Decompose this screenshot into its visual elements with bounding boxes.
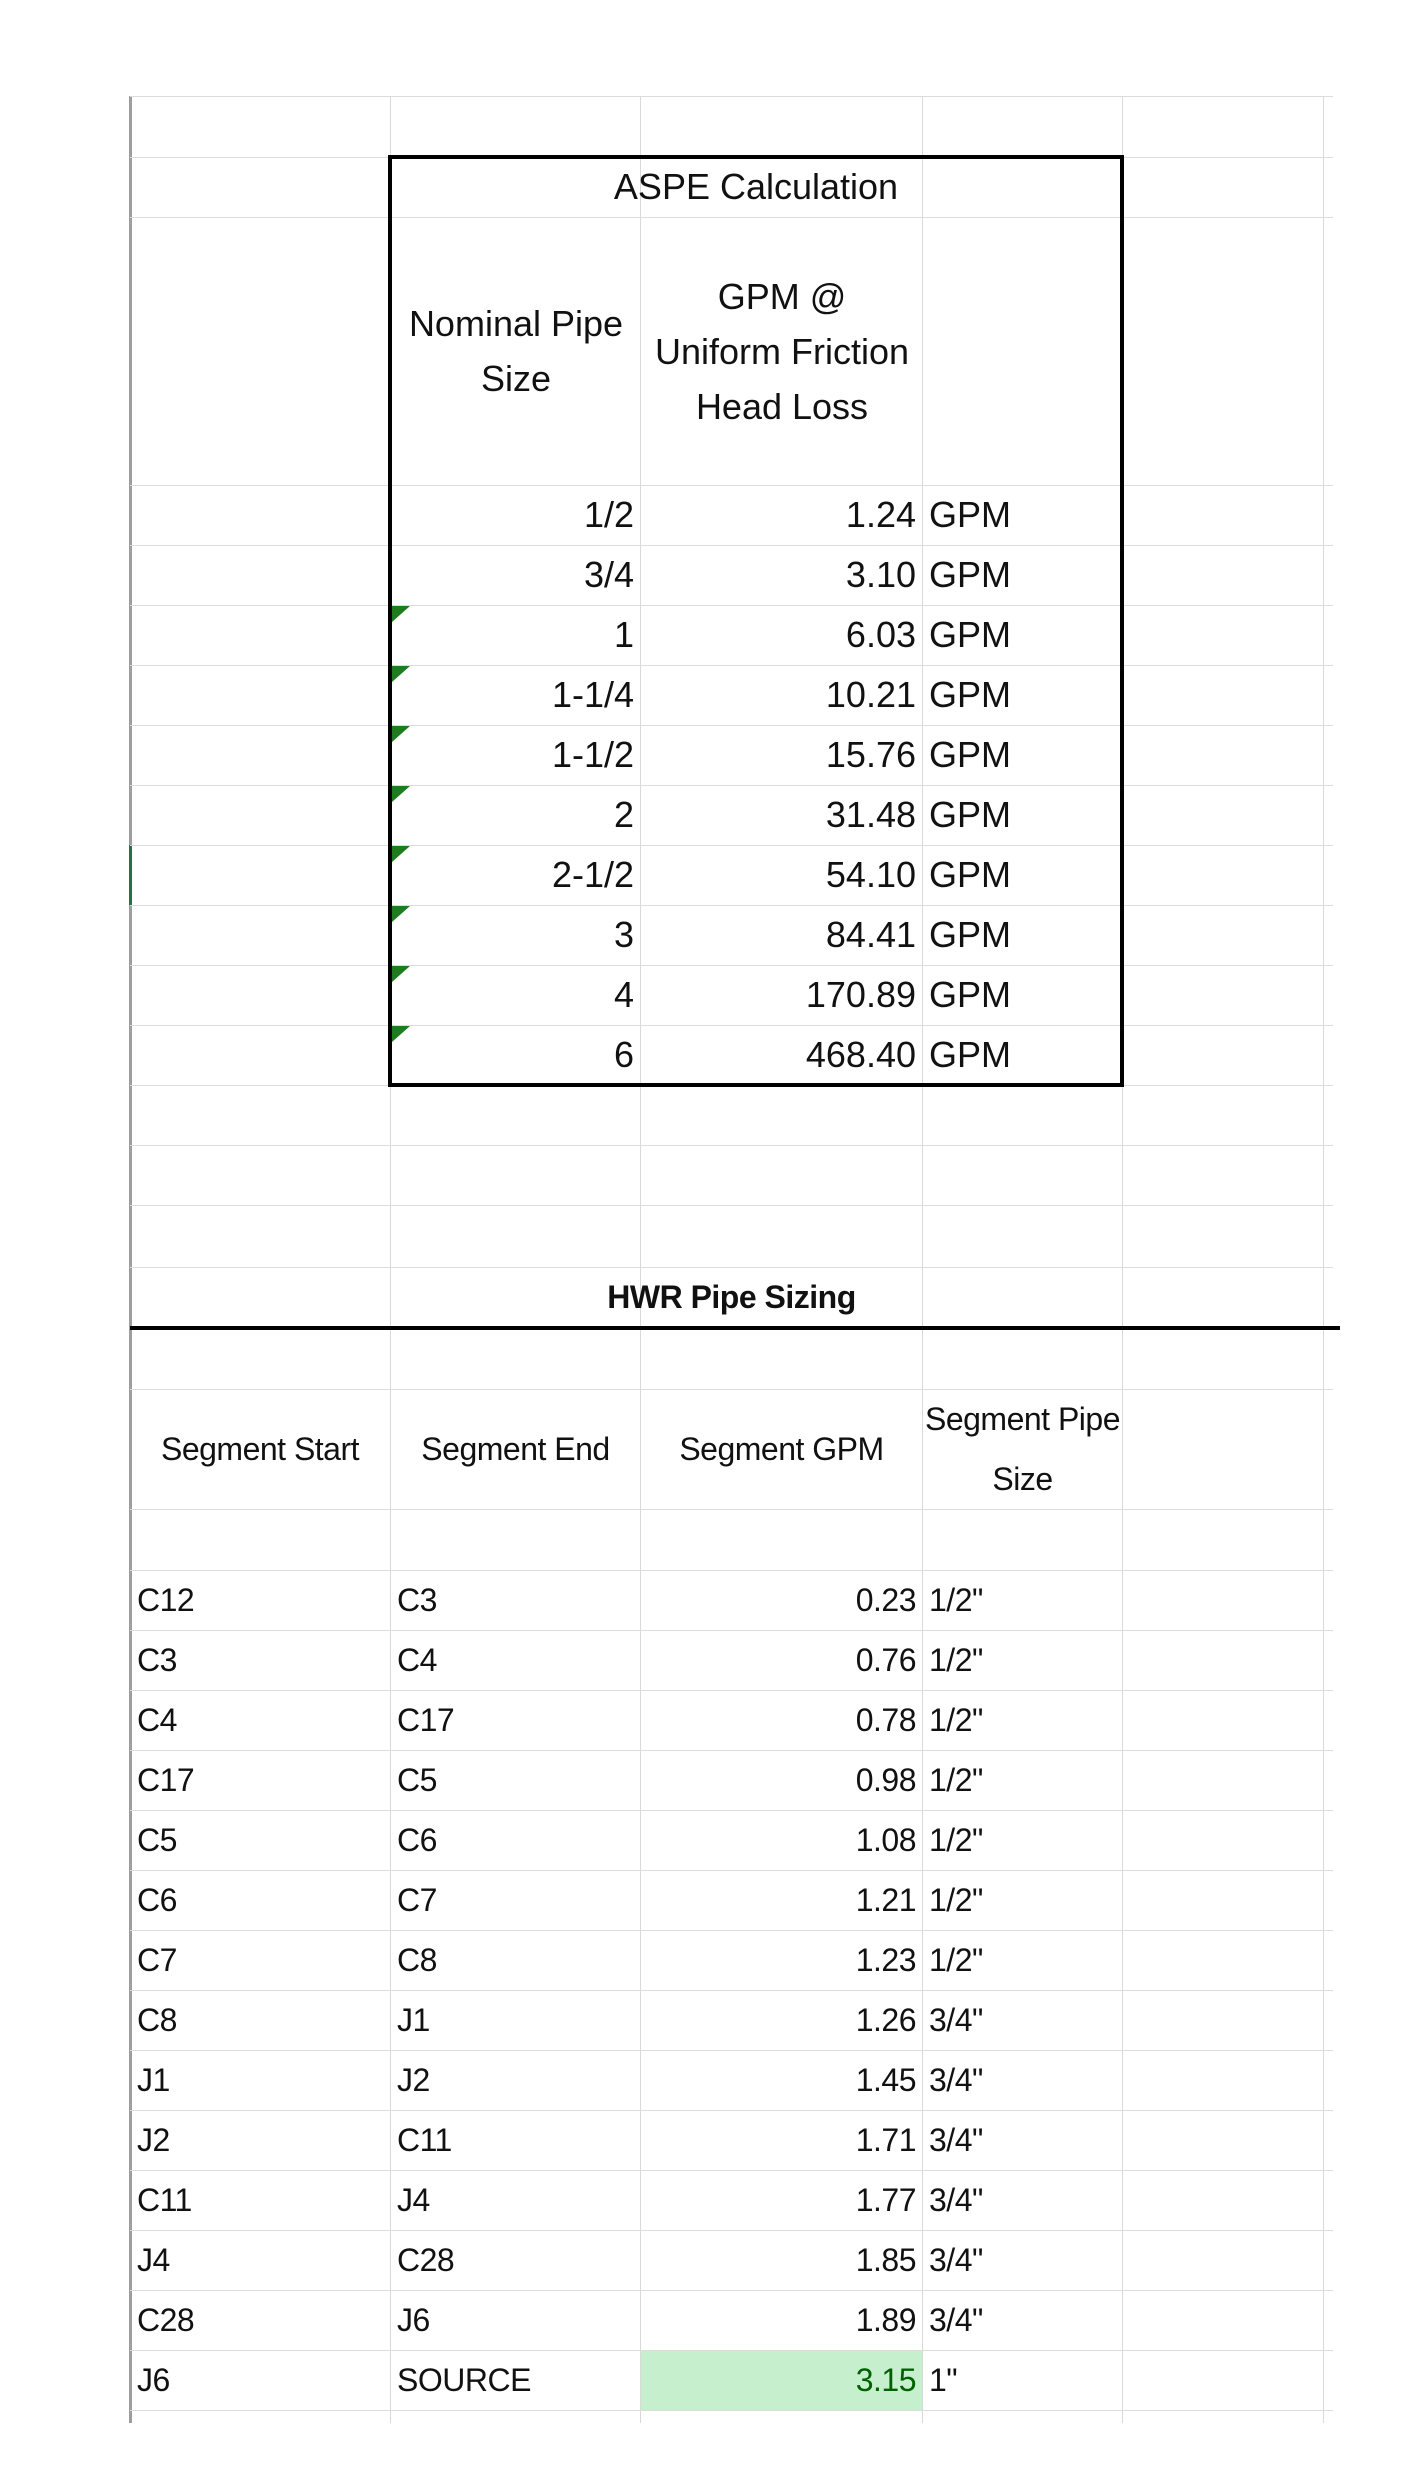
aspe-cell-unit[interactable]: GPM (929, 614, 1012, 655)
aspe-cell-size[interactable]: 3/4 (583, 554, 634, 595)
hwr-header-gpm: Segment GPM (679, 1430, 884, 1467)
hwr-cell-start[interactable]: C4 (137, 1702, 177, 1738)
aspe-cell-gpm[interactable]: 1.24 (845, 494, 916, 535)
hwr-cell-start[interactable]: J4 (137, 2242, 170, 2278)
hwr-cell-gpm[interactable]: 0.76 (855, 1642, 916, 1678)
aspe-cell-unit[interactable]: GPM (929, 674, 1012, 715)
hwr-cell-start[interactable]: C5 (137, 1822, 177, 1858)
hwr-cell-gpm[interactable]: 1.23 (855, 1942, 916, 1978)
hwr-title: HWR Pipe Sizing (607, 1279, 856, 1315)
aspe-cell-unit[interactable]: GPM (929, 1034, 1012, 1075)
aspe-cell-size[interactable]: 2 (613, 794, 634, 835)
gridline-row (130, 96, 1333, 97)
gridline-row (130, 1145, 1333, 1146)
hwr-header-end: Segment End (421, 1431, 610, 1467)
hwr-cell-end[interactable]: J2 (397, 2062, 430, 2098)
hwr-cell-end[interactable]: C11 (397, 2122, 452, 2158)
hwr-cell-gpm[interactable]: 1.89 (855, 2302, 916, 2338)
gridline-col-f (1323, 96, 1324, 2423)
aspe-cell-unit[interactable]: GPM (929, 734, 1012, 775)
number-stored-as-text-flag-icon (392, 906, 410, 922)
number-stored-as-text-flag-icon (392, 786, 410, 802)
hwr-cell-pipe-size[interactable]: 3/4" (929, 2182, 983, 2218)
aspe-cell-size[interactable]: 3 (613, 914, 634, 955)
hwr-cell-pipe-size[interactable]: 3/4" (929, 2122, 983, 2158)
hwr-cell-end[interactable]: C8 (397, 1942, 437, 1978)
hwr-cell-start[interactable]: C3 (137, 1642, 177, 1678)
hwr-cell-pipe-size[interactable]: 1/2" (929, 1702, 983, 1738)
hwr-cell-start[interactable]: J6 (137, 2362, 170, 2398)
aspe-cell-gpm[interactable]: 54.10 (825, 854, 916, 895)
hwr-cell-pipe-size[interactable]: 1/2" (929, 1762, 983, 1798)
aspe-cell-gpm[interactable]: 468.40 (805, 1034, 916, 1075)
gridline-row (130, 1205, 1333, 1206)
aspe-cell-unit[interactable]: GPM (929, 794, 1012, 835)
aspe-cell-unit[interactable]: GPM (929, 854, 1012, 895)
hwr-cell-gpm[interactable]: 1.45 (855, 2062, 916, 2098)
hwr-cell-start[interactable]: C11 (137, 2182, 192, 2218)
hwr-cell-gpm[interactable]: 1.77 (855, 2182, 916, 2218)
aspe-cell-unit[interactable]: GPM (929, 494, 1012, 535)
hwr-cell-start[interactable]: C28 (137, 2302, 195, 2338)
hwr-cell-gpm[interactable]: 1.08 (855, 1822, 916, 1858)
number-stored-as-text-flag-icon (392, 726, 410, 742)
hwr-title-underline (130, 1326, 1340, 1330)
hwr-cell-start[interactable]: C17 (137, 1762, 195, 1798)
hwr-cell-gpm[interactable]: 1.85 (855, 2242, 916, 2278)
hwr-cell-pipe-size[interactable]: 3/4" (929, 2302, 983, 2338)
aspe-cell-unit[interactable]: GPM (929, 914, 1012, 955)
aspe-cell-gpm[interactable]: 31.48 (825, 794, 916, 835)
hwr-cell-end[interactable]: C17 (397, 1702, 455, 1738)
hwr-cell-pipe-size[interactable]: 1/2" (929, 1942, 983, 1978)
hwr-cell-end[interactable]: C4 (397, 1642, 437, 1678)
hwr-cell-pipe-size[interactable]: 1/2" (929, 1642, 983, 1678)
hwr-header-start: Segment Start (160, 1431, 360, 1467)
row-selection-indicator (129, 845, 132, 905)
aspe-cell-size[interactable]: 1-1/4 (551, 674, 634, 715)
hwr-cell-gpm[interactable]: 1.71 (855, 2122, 916, 2158)
hwr-cell-gpm[interactable]: 0.23 (855, 1582, 916, 1618)
hwr-cell-pipe-size[interactable]: 1/2" (929, 1882, 983, 1918)
aspe-title: ASPE Calculation (613, 166, 899, 207)
gridline-row (130, 1509, 1333, 1510)
gridline-row (130, 2410, 1333, 2411)
aspe-cell-gpm[interactable]: 6.03 (845, 614, 916, 655)
aspe-cell-gpm[interactable]: 10.21 (825, 674, 916, 715)
hwr-cell-start[interactable]: C12 (137, 1582, 195, 1618)
hwr-cell-end[interactable]: C7 (397, 1882, 437, 1918)
hwr-cell-start[interactable]: C7 (137, 1942, 177, 1978)
aspe-cell-unit[interactable]: GPM (929, 974, 1012, 1015)
aspe-cell-gpm[interactable]: 170.89 (805, 974, 916, 1015)
hwr-cell-gpm[interactable]: 0.98 (855, 1762, 916, 1798)
hwr-header-pipe-size: Segment Pipe Size (924, 1401, 1120, 1497)
aspe-cell-size[interactable]: 1 (613, 614, 634, 655)
hwr-cell-pipe-size[interactable]: 3/4" (929, 2242, 983, 2278)
aspe-cell-size[interactable]: 4 (613, 974, 634, 1015)
hwr-cell-pipe-size[interactable]: 1" (929, 2362, 958, 2398)
number-stored-as-text-flag-icon (392, 606, 410, 622)
hwr-cell-gpm[interactable]: 1.26 (855, 2002, 916, 2038)
aspe-cell-unit[interactable]: GPM (929, 554, 1012, 595)
hwr-cell-pipe-size[interactable]: 3/4" (929, 2002, 983, 2038)
aspe-cell-gpm[interactable]: 3.10 (845, 554, 916, 595)
aspe-cell-gpm[interactable]: 84.41 (825, 914, 916, 955)
hwr-cell-start[interactable]: J2 (137, 2122, 170, 2158)
hwr-cell-end[interactable]: C28 (397, 2242, 455, 2278)
aspe-cell-size[interactable]: 6 (613, 1034, 634, 1075)
aspe-cell-size[interactable]: 1-1/2 (551, 734, 634, 775)
number-stored-as-text-flag-icon (392, 666, 410, 682)
aspe-cell-size[interactable]: 2-1/2 (551, 854, 634, 895)
hwr-cell-start[interactable]: J1 (137, 2062, 170, 2098)
hwr-cell-end[interactable]: J4 (397, 2182, 430, 2218)
number-stored-as-text-flag-icon (392, 846, 410, 862)
number-stored-as-text-flag-icon (392, 966, 410, 982)
hwr-cell-start[interactable]: C6 (137, 1882, 177, 1918)
hwr-cell-gpm[interactable]: 3.15 (641, 2351, 922, 2410)
hwr-cell-gpm[interactable]: 0.78 (855, 1702, 916, 1738)
hwr-cell-pipe-size[interactable]: 1/2" (929, 1822, 983, 1858)
hwr-cell-gpm[interactable]: 1.21 (855, 1882, 916, 1918)
hwr-cell-end[interactable]: J6 (397, 2302, 430, 2338)
aspe-header-gpm: GPM @ Uniform Friction Head Loss (654, 275, 910, 427)
hwr-cell-pipe-size[interactable]: 1/2" (929, 1582, 983, 1618)
hwr-cell-end[interactable]: SOURCE (397, 2362, 531, 2398)
hwr-cell-end[interactable]: J1 (397, 2002, 430, 2038)
hwr-cell-pipe-size[interactable]: 3/4" (929, 2062, 983, 2098)
hwr-cell-end[interactable]: C5 (397, 1762, 437, 1798)
hwr-cell-end[interactable]: C3 (397, 1582, 437, 1618)
hwr-cell-end[interactable]: C6 (397, 1822, 437, 1858)
aspe-header-size: Nominal Pipe Size (408, 303, 624, 399)
aspe-cell-size[interactable]: 1/2 (583, 494, 634, 535)
number-stored-as-text-flag-icon (392, 1026, 410, 1042)
hwr-cell-start[interactable]: C8 (137, 2002, 177, 2038)
aspe-cell-gpm[interactable]: 15.76 (825, 734, 916, 775)
